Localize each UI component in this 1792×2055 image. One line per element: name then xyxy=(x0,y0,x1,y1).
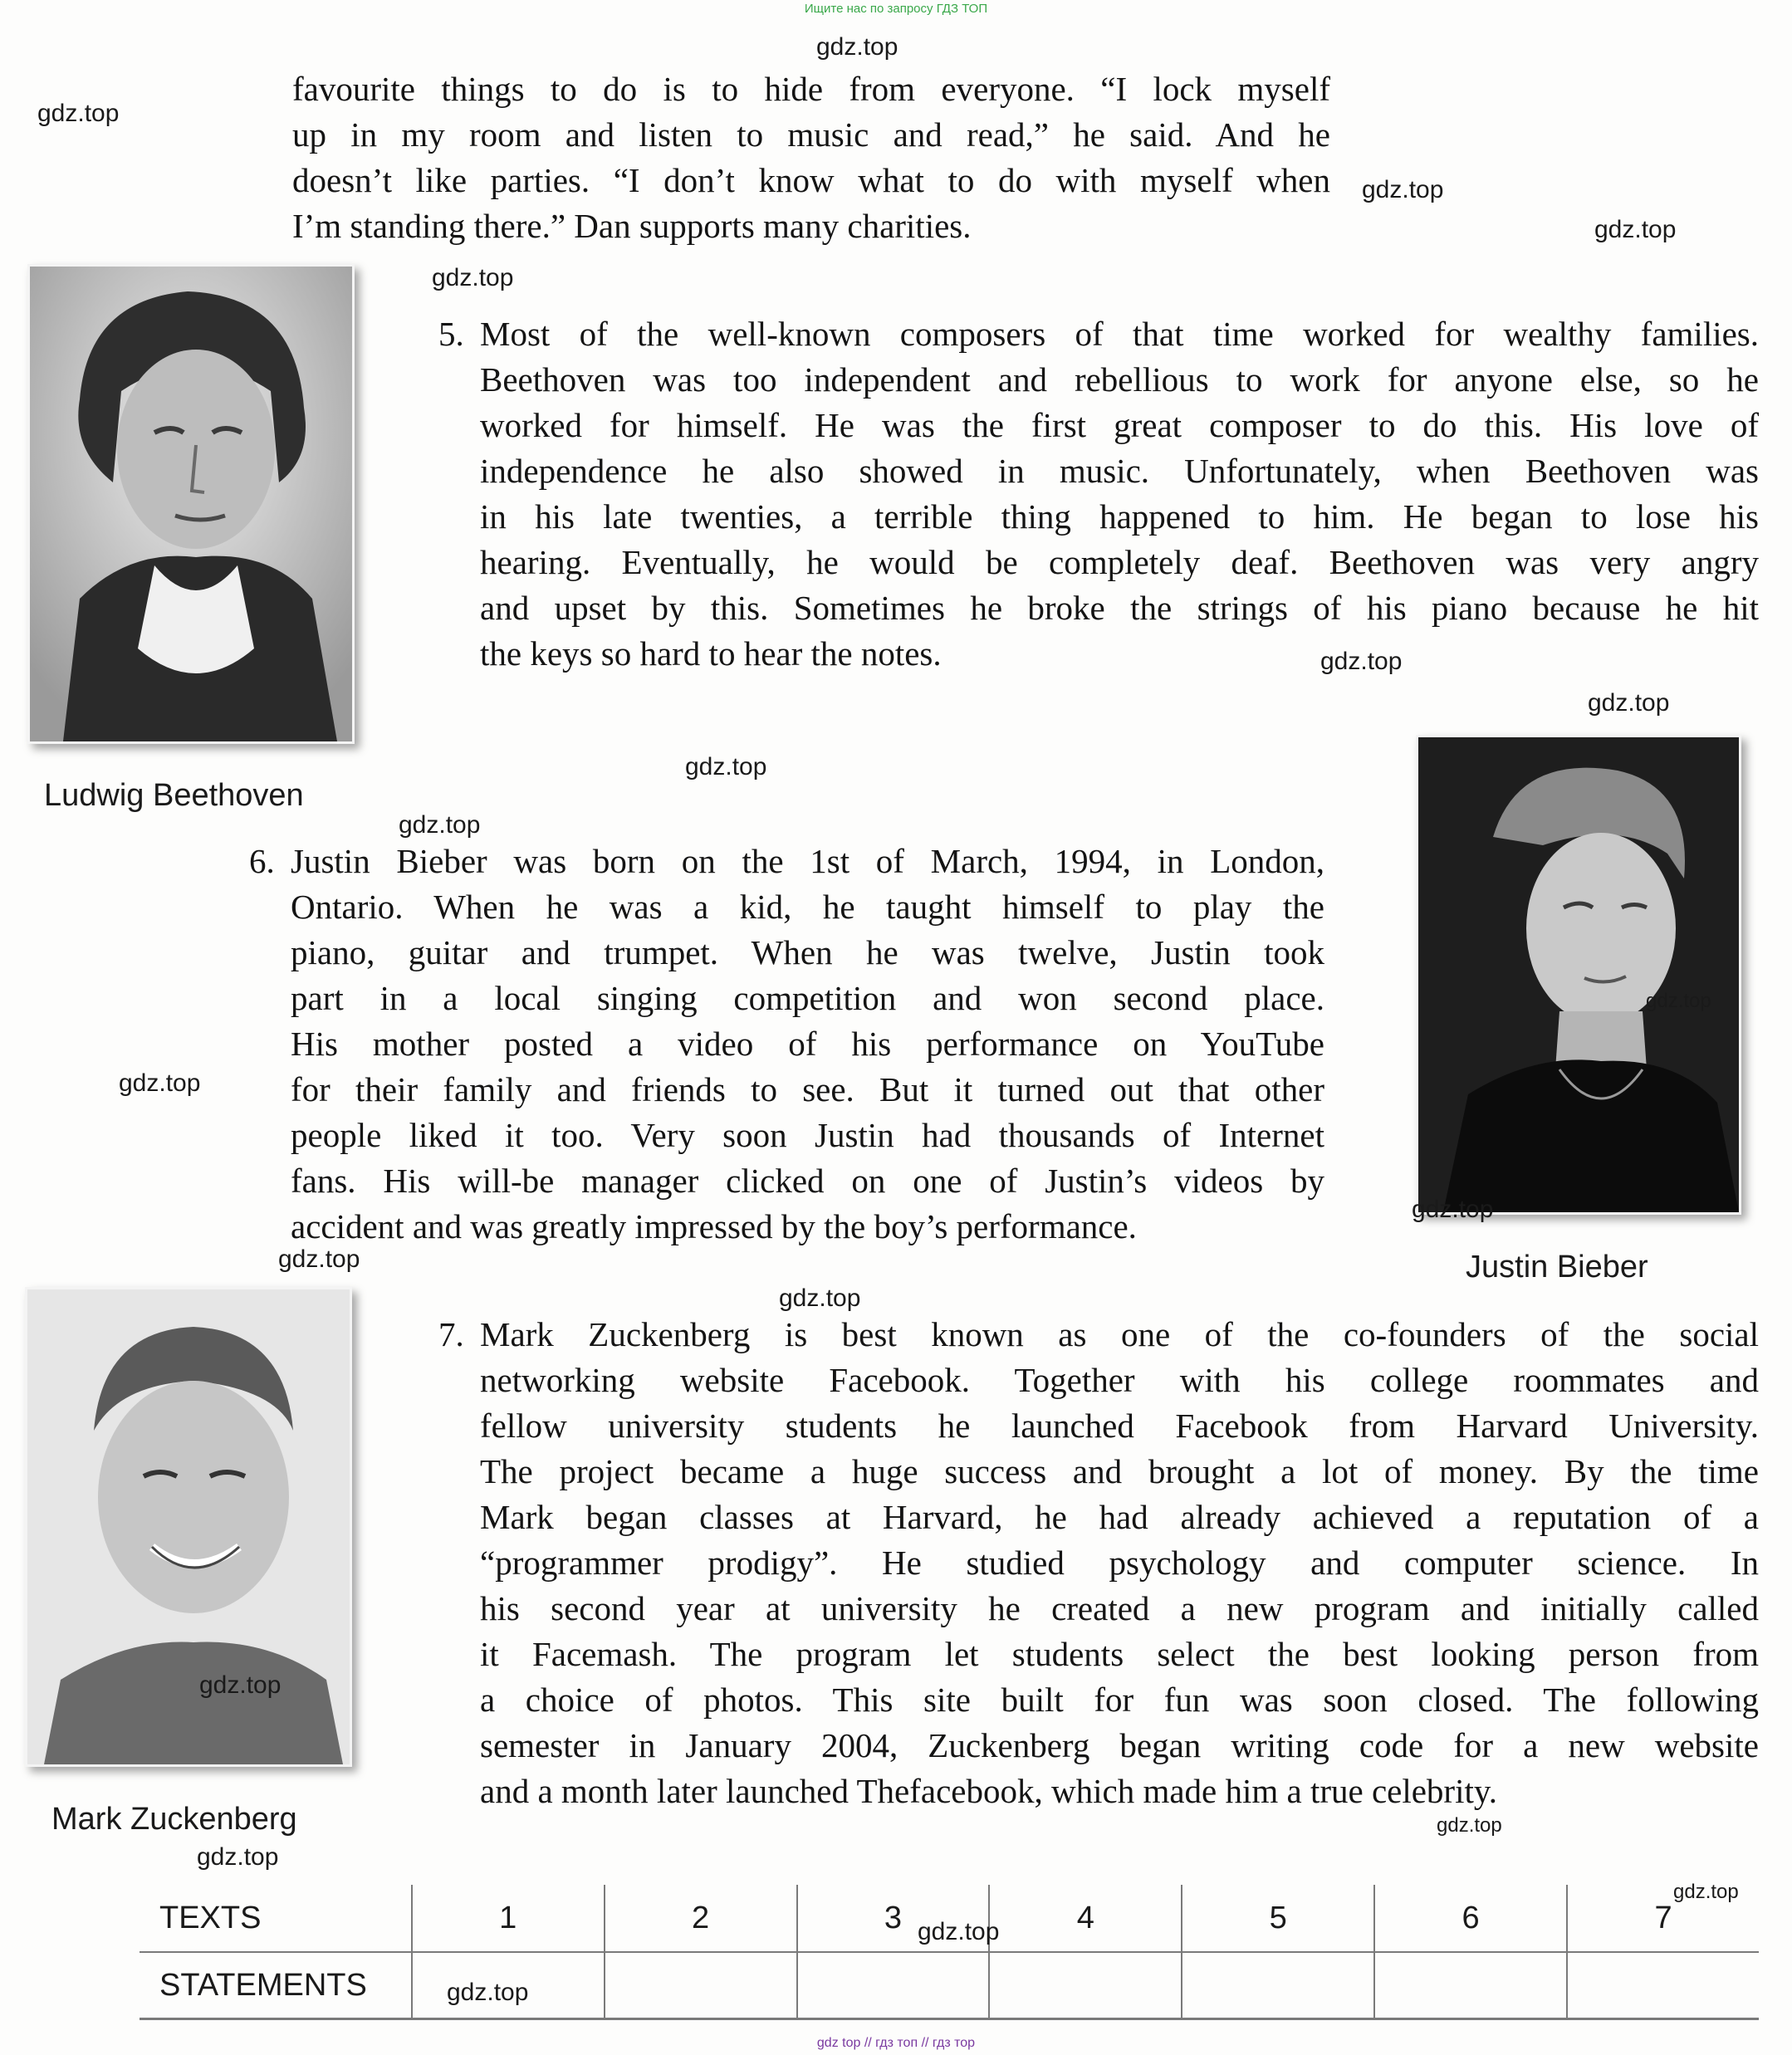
zuckenberg-caption: Mark Zuckenberg xyxy=(51,1802,297,1837)
text-line: Mark began classes at Harvard, he had already achieved a reputation of a xyxy=(480,1498,1759,1536)
answer-cell[interactable] xyxy=(797,1952,990,2019)
text-line: Mark Zuckenberg is best known as one of the co-founders of the social xyxy=(480,1315,1759,1353)
text-line: his second year at university he created a new program and initially called xyxy=(480,1589,1759,1627)
text-number: 6. xyxy=(249,842,275,880)
answer-cell[interactable] xyxy=(1374,1952,1567,2019)
text-line: it Facemash. The program let students select the best looking person from xyxy=(480,1635,1759,1673)
watermark: gdz.top xyxy=(1362,176,1444,203)
text-5-paragraph xyxy=(438,311,1759,677)
text-line: a choice of photos. This site built for fun was soon closed. The following xyxy=(480,1681,1759,1719)
text-line: piano, guitar and trumpet. When he was twelve, Justin took xyxy=(291,933,1324,971)
watermark: gdz.top xyxy=(1594,216,1677,243)
bottom-banner: gdz top // гдз топ // гдз тор xyxy=(816,2036,976,2050)
watermark: gdz.top xyxy=(37,100,120,127)
intro-line: up in my room and listen to music and read,” he said. And he xyxy=(292,115,1330,154)
intro-line: favourite things to do is to hide from everyone. “I lock myself xyxy=(292,70,1330,108)
statements-row-label: STATEMENTS xyxy=(140,1952,412,2019)
column-number: 4 xyxy=(989,1885,1182,1952)
column-number: 5 xyxy=(1182,1885,1374,1952)
watermark: gdz.top xyxy=(432,264,514,291)
text-line: hearing. Eventually, he would be completely deaf. Beethoven was very angry xyxy=(480,543,1759,581)
text-line: The project became a huge success and brought a lot of money. By the time xyxy=(480,1452,1759,1490)
text-line: the keys so hard to hear the notes. xyxy=(480,634,942,673)
watermark: gdz.top xyxy=(1320,648,1403,675)
text-line: and a month later launched Thefacebook, which made him a true celebrity. xyxy=(480,1772,1497,1810)
beethoven-portrait xyxy=(27,264,355,744)
intro-paragraph xyxy=(292,66,1330,249)
text-line: networking website Facebook. Together with his college roommates and xyxy=(480,1361,1759,1399)
beethoven-caption: Ludwig Beethoven xyxy=(44,778,304,813)
watermark: gdz.top xyxy=(1437,1814,1502,1837)
watermark: gdz.top xyxy=(1588,689,1670,717)
text-line: “programmer prodigy”. He studied psychology and computer science. In xyxy=(480,1544,1759,1582)
column-number: 3 xyxy=(797,1885,990,1952)
watermark: gdz.top xyxy=(119,1069,201,1097)
text-line: Justin Bieber was born on the 1st of March, 1994, in London, xyxy=(291,842,1324,880)
watermark: gdz.top xyxy=(685,753,767,780)
watermark: gdz.top xyxy=(1673,1881,1739,1903)
answer-cell[interactable] xyxy=(989,1952,1182,2019)
text-number: 5. xyxy=(438,315,464,353)
watermark: gdz.top xyxy=(447,1979,529,2006)
text-line: accident and was greatly impressed by the boy’s performance. xyxy=(291,1207,1137,1245)
text-number: 7. xyxy=(438,1315,464,1353)
answer-cell[interactable] xyxy=(1567,1952,1759,2019)
answer-cell[interactable] xyxy=(1182,1952,1374,2019)
watermark: gdz.top xyxy=(199,1671,282,1699)
text-line: people liked it too. Very soon Justin had thousands of Internet xyxy=(291,1116,1324,1154)
texts-row-label: TEXTS xyxy=(140,1885,412,1952)
watermark: gdz.top xyxy=(278,1245,360,1273)
column-number: 1 xyxy=(412,1885,605,1952)
column-number: 7 xyxy=(1567,1885,1759,1952)
bieber-portrait xyxy=(1416,735,1741,1215)
column-number: 2 xyxy=(605,1885,797,1952)
bieber-caption: Justin Bieber xyxy=(1466,1250,1648,1284)
watermark: gdz.top xyxy=(197,1843,279,1871)
answer-cell[interactable] xyxy=(605,1952,797,2019)
intro-line: doesn’t like parties. “I don’t know what to do with myself when xyxy=(292,161,1330,199)
matching-table xyxy=(140,1885,1759,2020)
text-7-paragraph xyxy=(438,1312,1759,1814)
watermark: gdz.top xyxy=(918,1918,1000,1945)
text-line: for their family and friends to see. But it turned out that other xyxy=(291,1070,1324,1108)
column-number: 6 xyxy=(1374,1885,1567,1952)
text-line: semester in January 2004, Zuckenberg began writing code for a new website xyxy=(480,1726,1759,1764)
watermark: gdz.top xyxy=(1646,990,1711,1012)
text-line: Most of the well-known composers of that time worked for wealthy families. xyxy=(480,315,1759,353)
text-line: and upset by this. Sometimes he broke the strings of his piano because he hit xyxy=(480,589,1759,627)
watermark: gdz.top xyxy=(779,1284,861,1312)
watermark: gdz.top xyxy=(1412,1196,1494,1223)
text-line: worked for himself. He was the first great composer to do this. His love of xyxy=(480,406,1759,444)
text-line: in his late twenties, a terrible thing happened to him. He began to lose his xyxy=(480,497,1759,536)
watermark: gdz.top xyxy=(399,811,481,839)
top-banner: Ищите нас по запросу ГДЗ ТОП xyxy=(804,2,988,16)
text-line: His mother posted a video of his performance on YouTube xyxy=(291,1025,1324,1063)
text-line: Beethoven was too independent and rebellious to work for anyone else, so he xyxy=(480,360,1759,399)
watermark: gdz.top xyxy=(816,33,898,61)
text-line: independence he also showed in music. Unfortunately, when Beethoven was xyxy=(480,452,1759,490)
intro-line: I’m standing there.” Dan supports many charities. xyxy=(292,207,972,245)
zuckenberg-portrait xyxy=(25,1287,352,1767)
text-line: fellow university students he launched Facebook from Harvard University. xyxy=(480,1407,1759,1445)
text-line: Ontario. When he was a kid, he taught himself to play the xyxy=(291,888,1324,926)
text-line: fans. His will-be manager clicked on one of Justin’s videos by xyxy=(291,1162,1324,1200)
text-6-paragraph xyxy=(249,839,1324,1250)
text-line: part in a local singing competition and won second place. xyxy=(291,979,1324,1017)
